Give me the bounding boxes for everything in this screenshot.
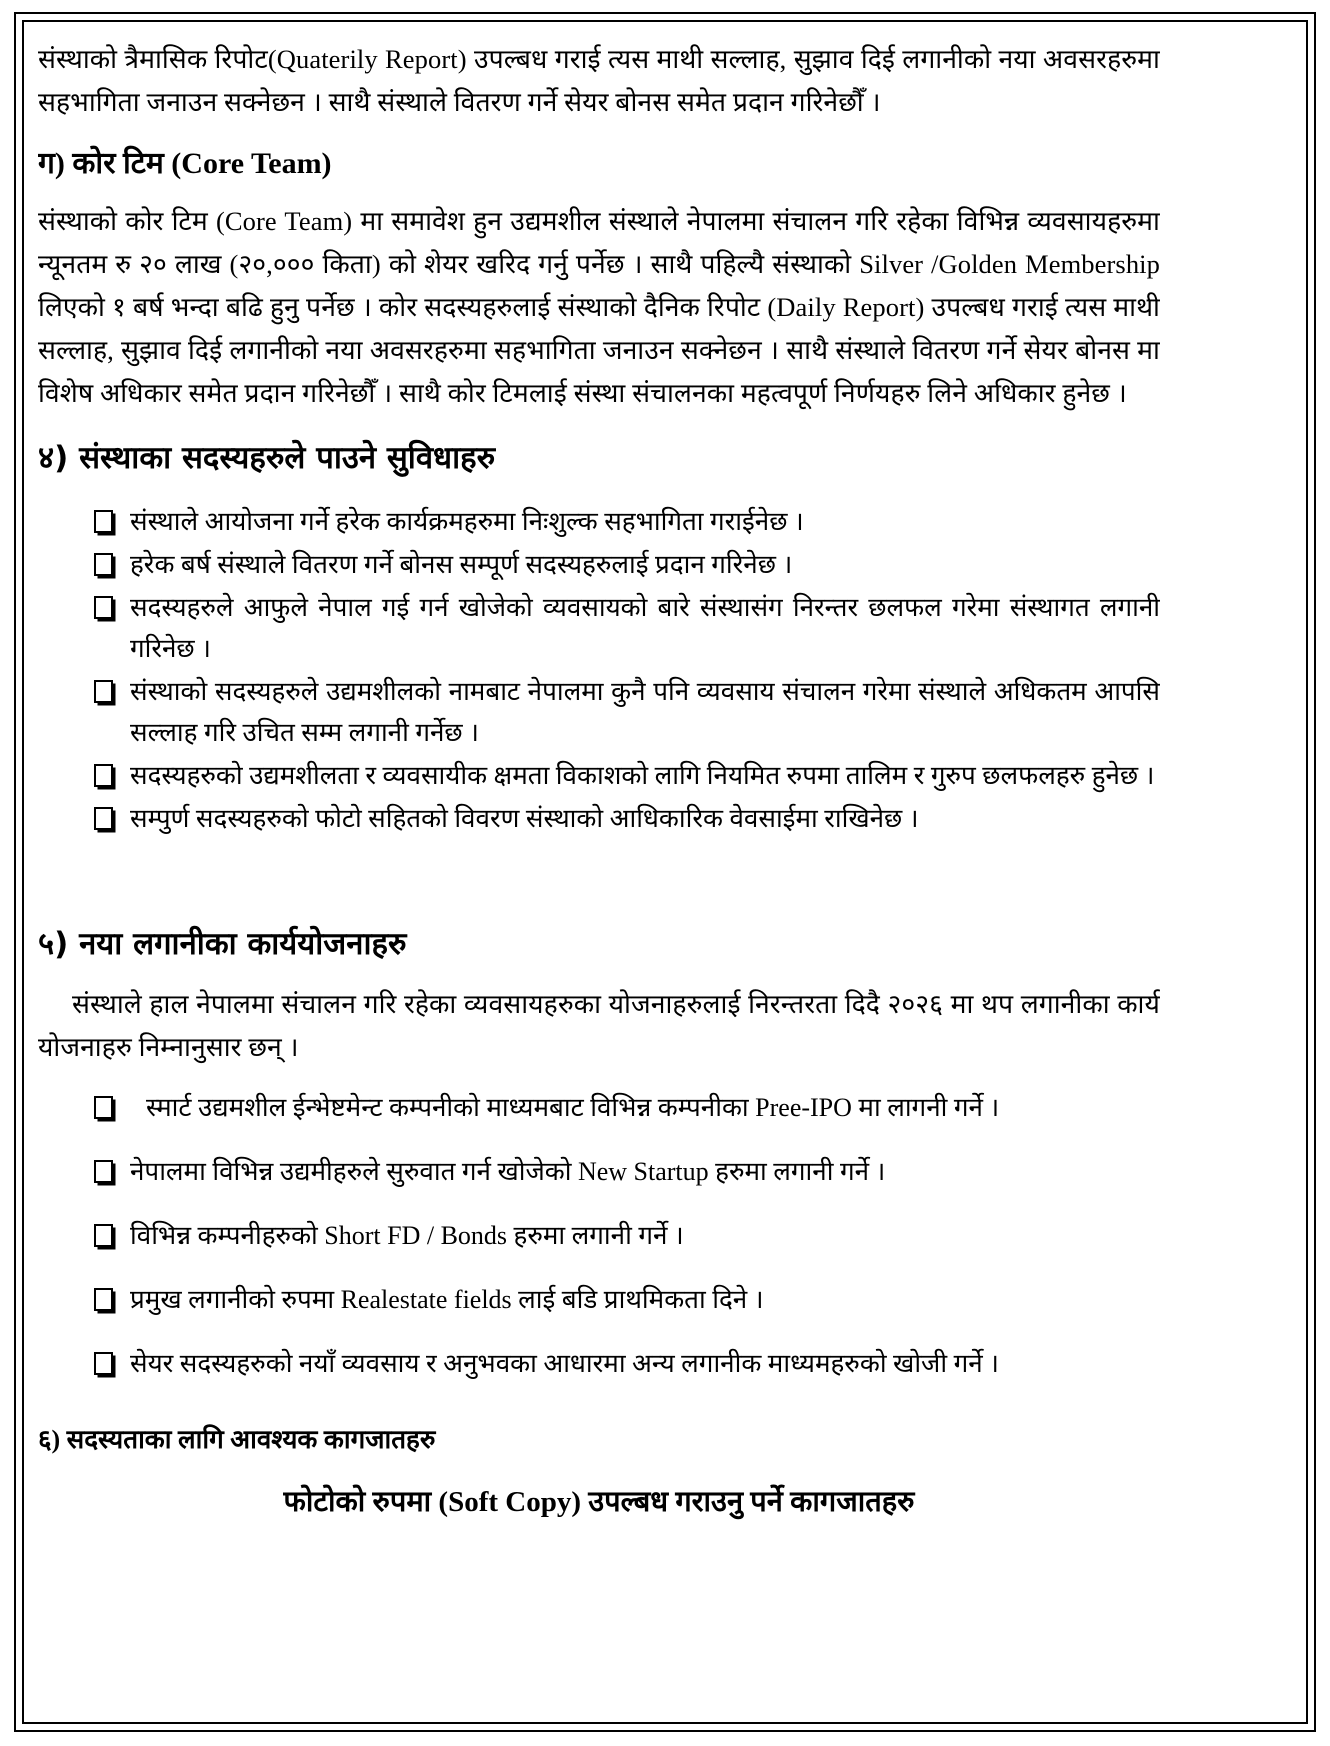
list-item [94,755,1160,796]
heading-core-team: ग) कोर टिम (Core Team) [38,147,332,180]
heading-section-6: ६) सदस्यताका लागि आवश्यक कागजातहरु [38,1425,436,1454]
checkbox-icon [94,1160,113,1183]
list-item [94,671,1160,753]
list-item-label: प्रमुख लगानीको रुपमा Realestate fields लाई बडि प्राथमिकता दिने । [130,1285,764,1314]
list-item [94,1151,1160,1193]
heading-section-4: ४) संस्थाका सदस्यहरुले पाउने सुविधाहरु [38,440,496,476]
section-5-intro: संस्थाले हाल नेपालमा संचालन गरि रहेका व्यवसायहरुका योजनाहरुलाई निरन्तरता दिदै २०२६ मा थप लगानीका कार्य योजनाहरु निम्नानुसार छन् । [38,989,1160,1062]
list-item [94,1343,1160,1385]
checkbox-icon [94,1288,113,1311]
list-item [94,587,1160,669]
top-paragraph: संस्थाको त्रैमासिक रिपोट(Quaterily Report) उपल्बध गराई त्यस माथी सल्लाह, सुझाव दिई लगानीको नया अवसरहरुमा सहभागिता जनाउन सक्नेछन । साथै संस्थाले वितरण गर्ने सेयर बोनस समेत प्रदान गरिनेछौँ । [38,44,1160,117]
intro-spacer [38,1075,1160,1087]
checkbox-icon [94,1352,113,1375]
list-item-label: सेयर सदस्यहरुको नयाँ व्यवसाय र अनुभवका आधारमा अन्य लगानीक माध्यमहरुको खोजी गर्ने । [130,1349,999,1378]
section-spacer [38,841,1160,899]
checkbox-icon [94,1224,113,1247]
list-item [94,798,1160,839]
list-item-label: सदस्यहरुले आफुले नेपाल गई गर्न खोजेको व्यवसायको बारे संस्थासंग निरन्तर छलफल गरेमा संस्थागत लगानी गरिनेछ । [130,593,1160,663]
list-item-label: विभिन्न कम्पनीहरुको Short FD / Bonds हरुमा लगानी गर्ने । [130,1221,684,1250]
checkbox-icon [94,764,113,787]
heading-section-5: ५) नया लगानीका कार्ययोजनाहरु [38,926,407,962]
list-item-label: हरेक बर्ष संस्थाले वितरण गर्ने बोनस सम्पूर्ण सदस्यहरुलाई प्रदान गरिनेछ । [130,550,793,579]
member-benefits-list [38,501,1160,839]
list-item-label: संस्थाले आयोजना गर्ने हरेक कार्यक्रमहरुमा निःशुल्क सहभागिता गराईनेछ । [130,507,804,536]
checkbox-icon [94,680,113,703]
investment-plan-list [38,1087,1160,1385]
list-item [94,501,1160,542]
list-item [94,544,1160,585]
list-item-label: संस्थाको सदस्यहरुले उद्यमशीलको नामबाट नेपालमा कुनै पनि व्यवसाय संचालन गरेमा संस्थाले अधिकतम आपसि सल्लाह गरि उचित सम्म लगानी गर्नेछ । [130,677,1160,747]
checkbox-icon [94,510,113,533]
checkbox-icon [94,1096,113,1119]
section-6-subtitle: फोटोको रुपमा (Soft Copy) उपल्बध गराउनु पर्ने कागजातहरु [283,1486,915,1518]
core-team-body: संस्थाको कोर टिम (Core Team) मा समावेश हुन उद्यमशील संस्थाले नेपालमा संचालन गरि रहेका विभिन्न व्यवसायहरुमा न्यूनतम रु २० लाख (२०,००० किता) को शेयर खरिद गर्नु पर्नेछ । साथै पहिल्यै संस्थाको Silver /Golden Membership लिएको १ बर्ष भन्दा बढि हुनु पर्नेछ । कोर सदस्यहरुलाई संस्थाको दैनिक रिपोट (Daily Report) उपल्बध गराई त्यस माथी सल्लाह, सुझाव दिई लगानीको नया अवसरहरुमा सहभागिता जनाउन सक्नेछन । साथै संस्थाले वितरण गर्ने सेयर बोनस मा विशेष अधिकार समेत प्रदान गरिनेछौँ । साथै कोर टिमलाई संस्था संचालनका महत्वपूर्ण निर्णयहरु लिने अधिकार हुनेछ । [38,206,1160,408]
list-item [94,1279,1160,1321]
page-content [38,38,1160,1706]
list-item-label: सदस्यहरुको उद्यमशीलता र व्यवसायीक क्षमता विकाशको लागि नियमित रुपमा तालिम र गुरुप छलफलहरु हुनेछ । [130,761,1155,790]
list-item-label: स्मार्ट उद्यमशील ईन्भेष्टमेन्ट कम्पनीको माध्यमबाट विभिन्न कम्पनीका Pree-IPO मा लागनी गर्ने । [146,1093,1000,1122]
list-item [94,1087,1160,1129]
list-item-label: नेपालमा विभिन्न उद्यमीहरुले सुरुवात गर्न खोजेको New Startup हरुमा लगानी गर्ने । [130,1157,886,1186]
checkbox-icon [94,807,113,830]
list-item [94,1215,1160,1257]
checkbox-icon [94,596,113,619]
list-item-label: सम्पुर्ण सदस्यहरुको फोटो सहितको विवरण संस्थाको आधिकारिक वेवसाईमा राखिनेछ । [130,804,919,833]
checkbox-icon [94,553,113,576]
